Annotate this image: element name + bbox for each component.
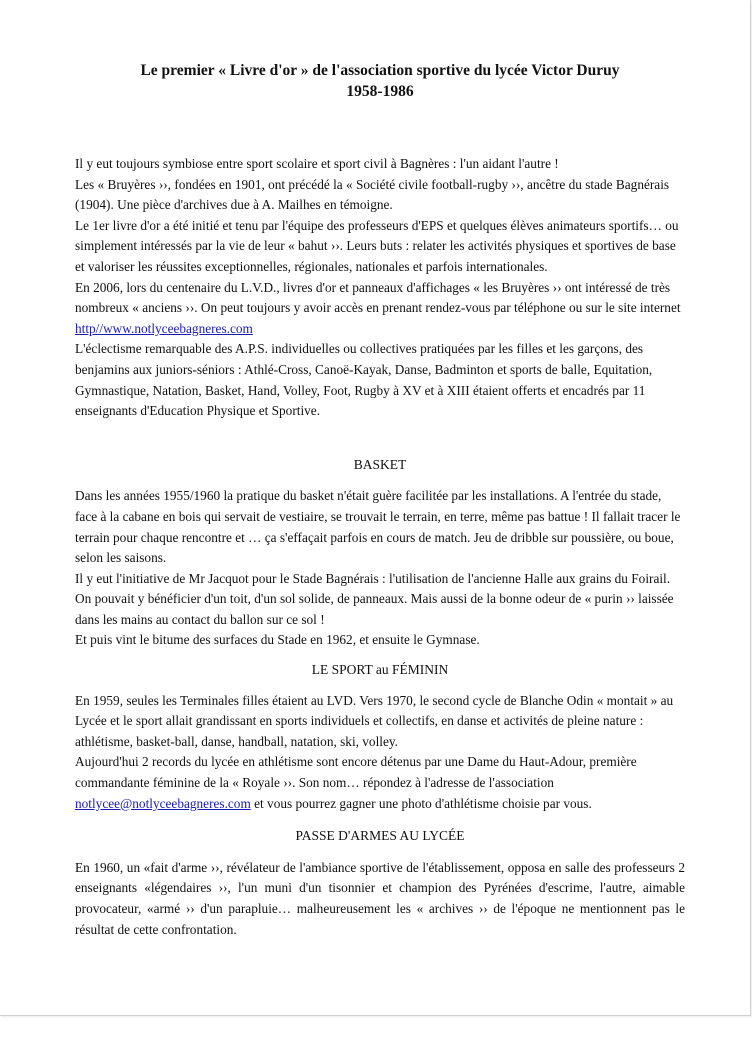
page-title xyxy=(75,60,685,102)
armes-paragraph-1: En 1960, un «fait d'arme ››, révélateur de l'ambiance sportive de l'établissement, opposa en salle des professeurs 2 enseignants «légendaires ››, l'un muni d'un tisonnier et champion des Pyrénées d'escrime, l'autre, aimable provocateur, «armé ›› d'un parapluie… malheureusement les « archives ›› de l'époque ne mentionnent pas le résultat de cette confrontation. xyxy=(75,859,685,937)
feminin-paragraph-1: En 1959, seules les Terminales filles étaient au LVD. Vers 1970, le second cycle de Blanche Odin « montait » au Lycée et le sport allait grandissant en sports individuels et collectifs, en danse et activités de pleine nature : athlétisme, basket-ball, danse, handball, natation, ski, volley. xyxy=(75,692,674,749)
intro-paragraph-4-text: En 2006, lors du centenaire du L.V.D., livres d'or et panneaux d'affichages « les Bruyères ›› ont intéressé de très nombreux « anciens ››. On peut toujours y avoir accès en prenant rendez-vous par téléphone ou sur le site internet xyxy=(75,279,681,316)
intro-paragraph-1: Il y eut toujours symbiose entre sport scolaire et sport civil à Bagnères : l'un aidant l'autre ! xyxy=(75,156,559,171)
intro-paragraph-5: L'éclectisme remarquable des A.P.S. individuelles ou collectives pratiquées par les filles et les garçons, des benjamins aux juniors-séniors : Athlé-Cross, Canoë-Kayak, Danse, Badminton et sports de balle, Equitation, Gymnastique, Natation, Basket, Hand, Volley, Foot, Rugby à XV et à XIII étaient offerts et encadrés par 11 enseignants d'Education Physique et Sportive. xyxy=(75,341,653,419)
email-link[interactable]: notlycee@notlyceebagneres.com xyxy=(75,795,251,811)
intro-section xyxy=(75,154,685,422)
intro-paragraph-2: Les « Bruyères ››, fondées en 1901, ont précédé la « Société civile football-rugby ››, ancêtre du stade Bagnérais (1904). Une pièce d'archives due à A. Mailhes en témoigne. xyxy=(75,176,670,213)
title-line-1: Le premier « Livre d'or » de l'association sportive du lycée Victor Duruy xyxy=(140,62,620,79)
intro-paragraph-3: Le 1er livre d'or a été initié et tenu par l'équipe des professeurs d'EPS et quelques élèves animateurs sportifs… ou simplement intéressés par la vie de leur « bahut ››. Leurs buts : relater les activités physiques et sportives de base et valoriser les réussites exceptionnelles, régionales, nationales et parfois internationales. xyxy=(75,217,679,274)
feminin-paragraph-2 xyxy=(75,752,685,814)
feminin-paragraph-2-text: Aujourd'hui 2 records du lycée en athlétisme sont encore détenus par une Dame du Haut-Adour, première commandante féminine de la « Royale ››. Son nom… répondez à l'adresse de l'association xyxy=(75,754,637,791)
basket-section xyxy=(75,486,685,651)
website-link[interactable]: http//www.notlyceebagneres.com xyxy=(75,320,253,336)
title-line-2: 1958-1986 xyxy=(346,83,414,100)
basket-heading: BASKET xyxy=(353,456,407,472)
basket-paragraph-1: Dans les années 1955/1960 la pratique du basket n'était guère facilitée par les installations. A l'entrée du stade, face à la cabane en bois qui servait de vestiaire, se trouvait le terrain, en terre, même pas battue ! Il fallait tracer le terrain pour chaque rencontre et … ça s'effaçait parfois en cours de match. Jeu de dribble sur poussière, ou boue, selon les saisons. xyxy=(75,488,681,566)
basket-paragraph-2: Il y eut l'initiative de Mr Jacquot pour le Stade Bagnérais : l'utilisation de l'ancienne Halle aux grains du Foirail. On pouvait y bénéficier d'un toit, d'un sol solide, de panneaux. Mais aussi de la bonne odeur de « purin ›› laissée dans les mains au contact du ballon sur ce sol ! xyxy=(75,570,674,627)
armes-section xyxy=(75,858,685,940)
intro-paragraph-4 xyxy=(75,278,685,340)
armes-heading: PASSE D'ARMES AU LYCÉE xyxy=(295,828,465,844)
feminin-section xyxy=(75,691,685,815)
document-body xyxy=(75,60,685,940)
basket-paragraph-3: Et puis vint le bitume des surfaces du Stade en 1962, et ensuite le Gymnase. xyxy=(75,632,480,648)
feminin-paragraph-2-tail: et vous pourrez gagner une photo d'athlétisme choisie par vous. xyxy=(250,795,592,811)
feminin-heading: LE SPORT au FÉMININ xyxy=(311,662,449,678)
